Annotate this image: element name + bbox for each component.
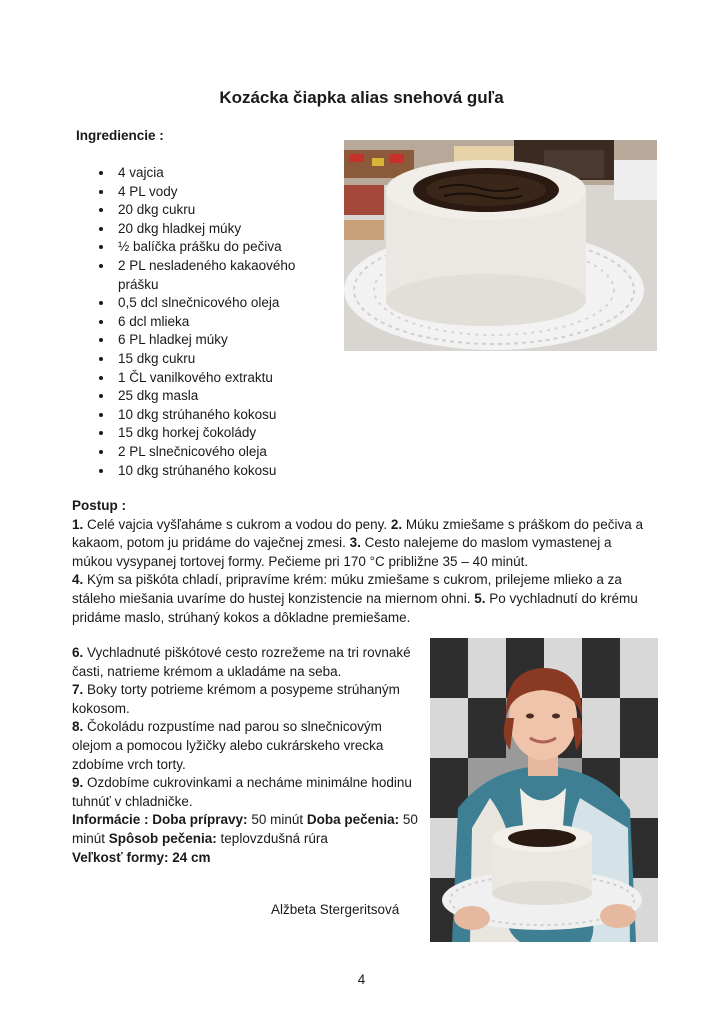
step-6: [72, 644, 424, 681]
prep-time-label: Doba prípravy:: [148, 812, 248, 828]
list-item: • 4 vajcia: [114, 164, 339, 183]
step-9: [72, 774, 424, 811]
list-item: • 25 dkg masla: [114, 387, 339, 406]
step-text: Po vychladnutí do krému pridáme maslo, strúhaný kokos a dôkladne premiešame.: [72, 590, 638, 625]
step-number: 2.: [390, 516, 403, 532]
step-8: [72, 718, 424, 774]
step-text: Ozdobíme cukrovinkami a necháme minimálne hodinu tuhnúť v chladničke.: [72, 775, 412, 809]
procedure-paragraph-1: [72, 516, 652, 572]
step-number: 7.: [72, 682, 84, 698]
bake-time-label: Doba pečenia:: [306, 812, 400, 828]
step-text: Cesto nalejeme do maslom vymastenej a múkou vysypanej tortovej formy. Pečieme pri 170 °C približne 35 – 40 minút.: [72, 535, 612, 569]
author-photo: [430, 638, 658, 942]
list-item: • 15 dkg cukru: [114, 350, 339, 369]
bake-method-label: Spôsob pečenia:: [108, 830, 217, 846]
step-text: Múku zmiešame s práškom do pečiva a kakaom, potom ju pridáme do vaječnej zmesi.: [72, 516, 643, 551]
step-number: 3.: [349, 535, 361, 551]
procedure-heading: Postup :: [72, 498, 126, 513]
procedure: [72, 497, 652, 627]
list-item: • 10 dkg strúhaného kokosu: [114, 406, 339, 425]
bake-method-value: teplovzdušná rúra: [216, 830, 328, 846]
list-item: • 4 PL vody: [114, 183, 339, 202]
step-number: 5.: [474, 590, 486, 606]
step-number: 6.: [72, 645, 84, 660]
list-item: • 6 dcl mlieka: [114, 313, 339, 332]
step-text: Čokoládu rozpustíme nad parou so slnečnicovým olejom a pomocou lyžičky alebo cukrárskeho vrecka zdobíme vrch torty.: [72, 719, 384, 772]
step-text: Celé vajcia vyšľaháme s cukrom a vodou do peny.: [83, 516, 391, 532]
list-item: • 1 ČL vanilkového extraktu: [114, 369, 339, 388]
list-item: • 20 dkg hladkej múky: [114, 220, 339, 239]
step-number: 8.: [72, 719, 84, 735]
step-text: Vychladnuté piškótové cesto rozrežeme na tri rovnaké časti, natrieme krémom a ukladáme na seba.: [72, 645, 411, 679]
form-size-text: Veľkosť formy: 24 cm: [72, 849, 211, 865]
page-title: Kozácka čiapka alias snehová guľa: [219, 88, 504, 107]
page-number: 4: [357, 972, 366, 987]
step-text: Kým sa piškóta chladí, pripravíme krém: múku zmiešame s cukrom, prilejeme mlieko a za stáleho miešania uvaríme do hustej konzistencie na miernom ohni.: [72, 572, 622, 606]
info-line: [72, 811, 424, 848]
list-item: • 2 PL nesladeného kakaového prášku: [114, 257, 339, 294]
procedure-paragraph-2: [72, 571, 652, 627]
info-label: Informácie :: [72, 812, 149, 828]
step-text: Boky torty potrieme krémom a posypeme strúhaným kokosom.: [72, 682, 400, 716]
list-item: • ½ balíčka prášku do pečiva: [114, 238, 339, 257]
ingredients-heading: Ingrediencie :: [76, 128, 164, 143]
ingredients-list: [96, 164, 339, 480]
list-item: • 0,5 dcl slnečnicového oleja: [114, 294, 339, 313]
step-7: [72, 681, 424, 718]
cake-photo: [344, 140, 657, 351]
prep-time-value: 50 minút: [247, 812, 307, 828]
bake-time-value: 50 minút: [72, 812, 418, 846]
step-number: 9.: [72, 775, 84, 791]
list-item: • 6 PL hladkej múky: [114, 331, 339, 350]
step-number: 4.: [72, 572, 84, 588]
list-item: • 2 PL slnečnicového oleja: [114, 443, 339, 462]
author-name: Alžbeta Stergeritsová: [271, 902, 400, 917]
procedure-continued: [72, 644, 424, 867]
list-item: • 15 dkg horkej čokolády: [114, 424, 339, 443]
step-number: 1.: [72, 516, 84, 532]
form-size: [72, 849, 424, 868]
list-item: • 20 dkg cukru: [114, 201, 339, 220]
list-item: • 10 dkg strúhaného kokosu: [114, 462, 339, 481]
